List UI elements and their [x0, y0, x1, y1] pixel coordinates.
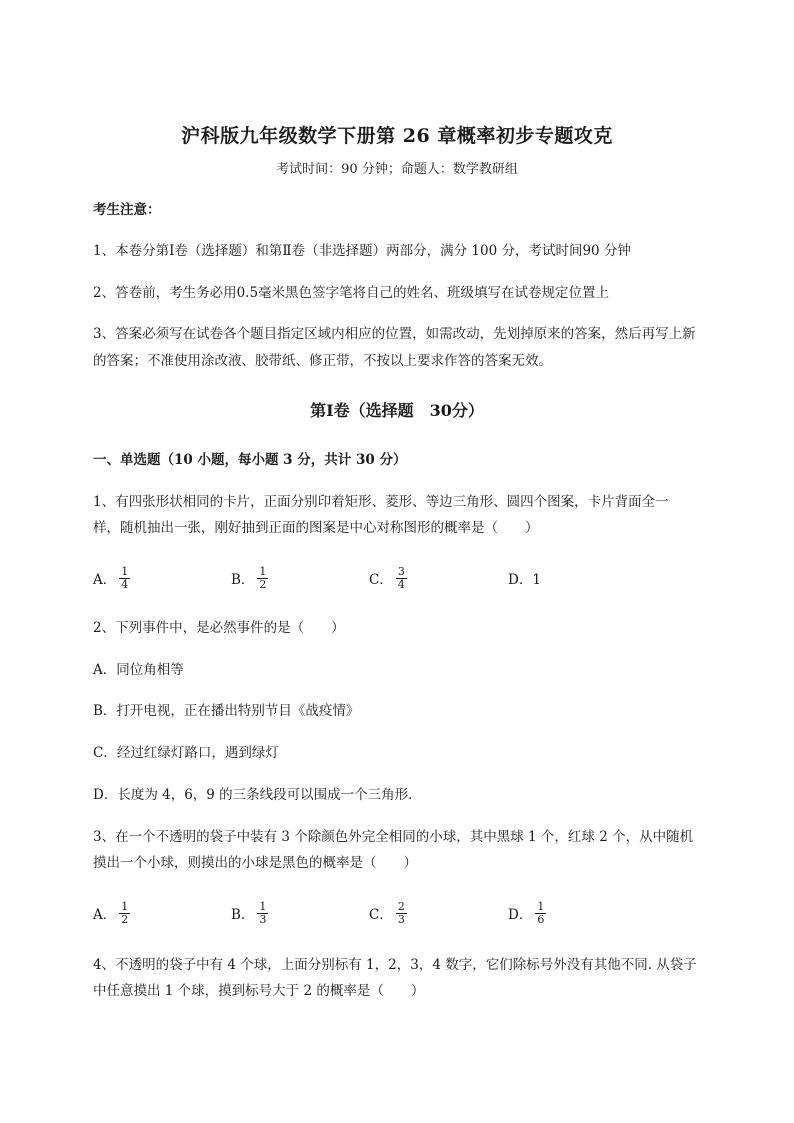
- option-d: D．长度为 4，6，9 的三条线段可以围成一个三角形．: [93, 787, 422, 803]
- option-c: C． $\frac{3}{4}$: [369, 564, 405, 591]
- fraction: $\frac{1}{4}$: [121, 564, 129, 591]
- notice-heading: 考生注意：: [93, 202, 161, 218]
- question-3-text: 摸出一个小球，则摸出的小球是黑色的概率是（ ）: [93, 855, 417, 871]
- fraction: $\frac{1}{3}$: [259, 899, 267, 926]
- option-c: C．经过红绿灯路口，遇到绿灯: [93, 745, 279, 761]
- notice-item: 2、答卷前，考生务必用0.5毫米黑色签字笔将自己的姓名、班级填写在试卷规定位置上: [93, 285, 610, 301]
- fraction: $\frac{2}{3}$: [397, 899, 405, 926]
- option-d: D．1: [508, 572, 541, 588]
- exam-subtitle: 考试时间：90 分钟；命题人：数学教研组: [276, 162, 518, 177]
- option-a: A． $\frac{1}{4}$: [93, 564, 129, 591]
- fraction: $\frac{1}{2}$: [121, 899, 129, 926]
- option-b: B． $\frac{1}{2}$: [231, 564, 267, 591]
- option-a: A．同位角相等: [93, 662, 184, 678]
- fraction: $\frac{1}{2}$: [259, 564, 267, 591]
- question-3-text: 3、在一个不透明的袋子中装有 3 个除颜色外完全相同的小球，其中黑球 1 个，红球 2 个，从中随机: [93, 829, 694, 845]
- question-1-options: [93, 561, 613, 595]
- question-4-text: 4、不透明的袋子中有 4 个球，上面分别标有 1，2，3，4 数字，它们除标号外没有其他不同. 从袋子: [93, 957, 697, 973]
- option-b: B． $\frac{1}{3}$: [231, 899, 267, 926]
- question-1-text: 样，随机抽出一张，刚好抽到正面的图案是中心对称图形的概率是（ ）: [93, 520, 539, 536]
- notice-item: 的答案；不准使用涂改液、胶带纸、修正带，不按以上要求作答的答案无效。: [93, 353, 552, 369]
- option-a: A． $\frac{1}{2}$: [93, 899, 129, 926]
- question-4-text: 中任意摸出 1 个球，摸到标号大于 2 的概率是（ ）: [93, 983, 425, 999]
- part-heading: 一、单选题（10 小题，每小题 3 分，共计 30 分）: [93, 452, 407, 468]
- option-d: D． $\frac{1}{6}$: [508, 899, 545, 926]
- notice-item: 3、答案必须写在试卷各个题目指定区域内相应的位置，如需改动，先划掉原来的答案，然后再写上新: [93, 326, 696, 342]
- section-title: 第Ⅰ卷（选择题 30分）: [310, 401, 484, 420]
- fraction: $\frac{1}{6}$: [537, 899, 545, 926]
- question-1-text: 1、有四张形状相同的卡片，正面分别印着矩形、菱形、等边三角形、圆四个图案，卡片背面全一: [93, 494, 669, 510]
- fraction: $\frac{3}{4}$: [397, 564, 405, 591]
- option-b: B．打开电视，正在播出特别节目《战疫情》: [93, 703, 360, 719]
- notice-item: 1、本卷分第Ⅰ卷（选择题）和第Ⅱ卷（非选择题）两部分，满分 100 分，考试时间90 分钟: [93, 243, 631, 259]
- question-2-text: 2、下列事件中，是必然事件的是（ ）: [93, 620, 345, 636]
- question-3-options: [93, 896, 613, 930]
- exam-title: 沪科版九年级数学下册第 26 章概率初步专题攻克: [181, 125, 613, 147]
- option-c: C． $\frac{2}{3}$: [369, 899, 405, 926]
